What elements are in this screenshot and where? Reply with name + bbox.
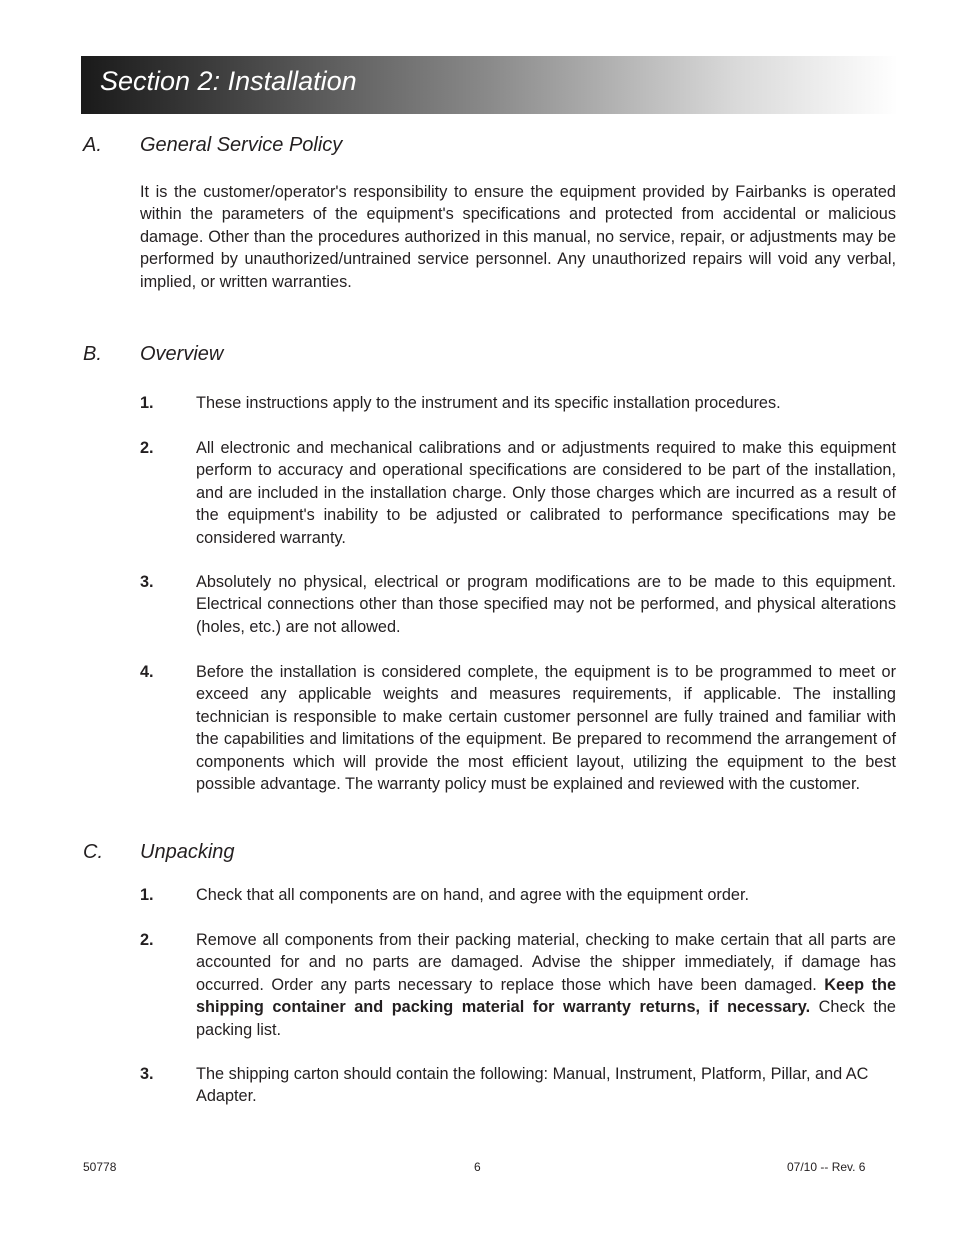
overview-item-number: 2. <box>140 439 154 457</box>
unpacking-item-text: The shipping carton should contain the following: Manual, Instrument, Platform, Pillar, and AC Adapter. <box>196 1065 869 1106</box>
unpacking-item-text-end: Check the packing list. <box>196 998 896 1039</box>
warranty-warning-bold: Keep the shipping container and packing material for warranty returns, if necessary. <box>196 975 896 1017</box>
overview-item-number: 3. <box>140 573 154 591</box>
footer-revision: 07/10 -- Rev. 6 <box>787 1160 866 1174</box>
section-c-title: Unpacking <box>140 841 235 863</box>
section-banner <box>81 56 898 114</box>
unpacking-item-number: 3. <box>140 1065 154 1083</box>
unpacking-item-text <box>196 929 896 1041</box>
section-c-letter: C. <box>83 841 103 863</box>
overview-item-text: Absolutely no physical, electrical or program modifications are to be made to this equipment. Electrical connections other than those specified may not be performed, and physical alterations (holes, etc.) are not allowed. <box>196 573 896 636</box>
section-title: Section 2: Installation <box>100 66 357 96</box>
footer-page-number: 6 <box>474 1160 481 1174</box>
unpacking-item-number: 2. <box>140 931 154 949</box>
section-b-letter: B. <box>83 343 102 365</box>
overview-item-number: 4. <box>140 663 154 681</box>
overview-item-text: Before the installation is considered complete, the equipment is to be programmed to meet or exceed any applicable weights and measures requirements, if applicable. The installing technician is responsible to make certain customer personnel are fully trained and familiar with the capabilities and limitations of the equipment. Be prepared to recommend the arrangement of components which will provide the most efficient layout, utilizing the equipment to the best possible advantage. The warranty policy must be explained and reviewed with the customer. <box>196 663 896 794</box>
section-b-title: Overview <box>140 343 224 365</box>
overview-item-text: These instructions apply to the instrument and its specific installation procedures. <box>196 394 781 412</box>
general-service-policy-text: It is the customer/operator's responsibility to ensure the equipment provided by Fairbanks is operated within the parameters of the equipment's specifications and protected from accidental or malicious damage. Other than the procedures authorized in this manual, no service, repair, or adjustments may be performed by unauthorized/untrained service personnel. Any unauthorized repairs will void any verbal, implied, or written warranties. <box>140 183 896 291</box>
footer-doc-number: 50778 <box>83 1160 117 1174</box>
unpacking-item-text: Check that all components are on hand, and agree with the equipment order. <box>196 886 750 904</box>
section-a-letter: A. <box>83 134 102 156</box>
unpacking-item-number: 1. <box>140 886 154 904</box>
overview-item-text: All electronic and mechanical calibrations and or adjustments required to make this equipment perform to accuracy and operational specifications are considered to be part of the installation, and are included in the installation charge. Only those charges which are incurred as a result of the equipment's inability to be adjusted or calibrated to performance specifications may be considered warranty. <box>196 439 896 547</box>
overview-item-number: 1. <box>140 394 154 412</box>
section-a-title: General Service Policy <box>140 134 343 156</box>
unpacking-item-text-start: Remove all components from their packing material, checking to make certain that all parts are accounted for and no parts are damaged. Advise the shipper immediately, if damage has occurred. Order any parts necessary to replace those which have been damaged. <box>196 931 896 994</box>
